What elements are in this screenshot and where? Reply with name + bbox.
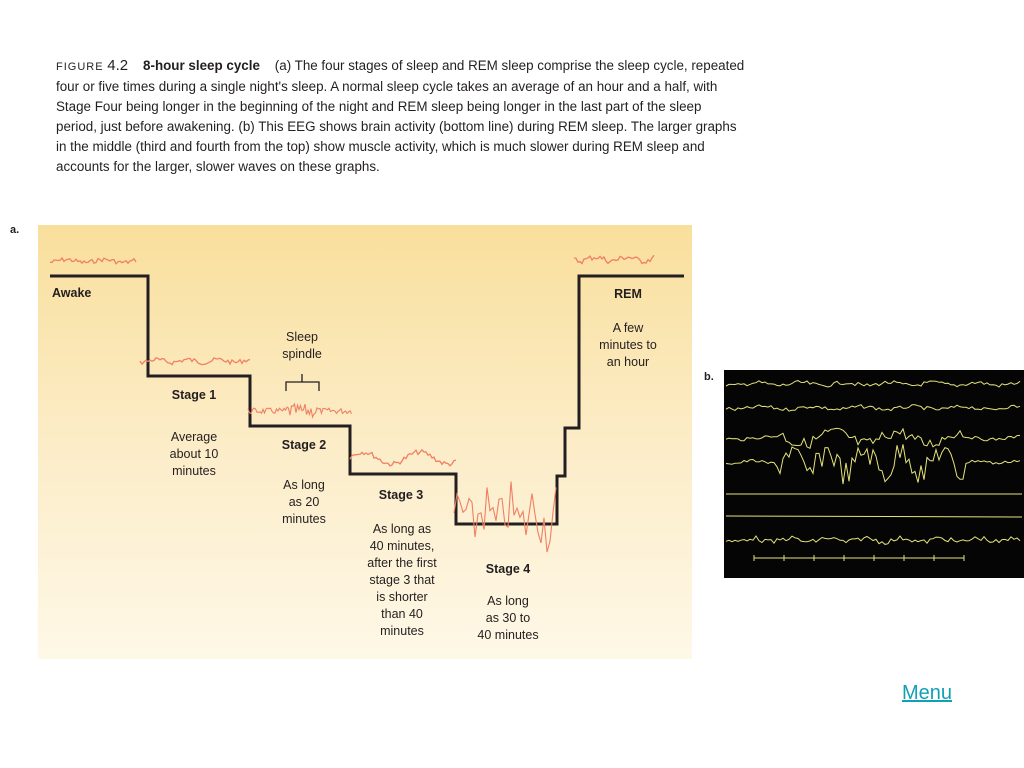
- eeg-trace-2: [726, 405, 1020, 411]
- stage-1-duration: Average about 10 minutes: [169, 430, 219, 478]
- stage-3-title: Stage 3: [378, 488, 424, 502]
- eeg-trace-4: [726, 444, 1020, 484]
- eeg-trace-1: [726, 381, 1020, 387]
- sleep-spindle-label: Sleep spindle: [282, 330, 322, 361]
- stage-3-wave: [350, 450, 456, 466]
- awake-wave: [50, 258, 136, 264]
- eeg-time-scale: [754, 555, 964, 561]
- figure-caption: [56, 56, 746, 177]
- stage-4-title: Stage 4: [485, 562, 531, 576]
- stage-1-title: Stage 1: [171, 388, 217, 402]
- rem-title: REM: [614, 287, 642, 301]
- panel-a-label: a.: [10, 224, 20, 236]
- figure-title: 8-hour sleep cycle: [143, 58, 260, 73]
- figure-number: 4.2: [107, 57, 129, 74]
- sleep-cycle-diagram: [38, 225, 692, 659]
- menu-link[interactable]: Menu: [902, 682, 953, 704]
- brainwave-traces: [50, 255, 654, 552]
- awake-label: Awake: [52, 286, 92, 300]
- eeg-recording: [724, 370, 1024, 578]
- eeg-trace-3: [726, 428, 1020, 448]
- eeg-trace-6: [726, 516, 1022, 517]
- stage-2-duration: As long as 20 minutes: [282, 478, 326, 526]
- panel-b-label: b.: [704, 371, 714, 383]
- caption-text: (a) The four stages of sleep and REM sleep comprise the sleep cycle, repeated four or five times during a single night's sleep. A normal sleep cycle takes an average of an hour and a half, with Stage Four being longer in the beginning of the night and REM sleep being longer in the last part of the sleep period, just before awakening. (b) This EEG shows brain activity (bottom line) during REM sleep. The larger graphs in the middle (third and fourth from the top) show muscle activity, which is much slower during REM sleep and accounts for the larger, slower waves on these graphs.: [56, 58, 745, 174]
- stage-2-wave: [248, 404, 352, 417]
- rem-duration: A few minutes to an hour: [599, 321, 657, 369]
- stage-2-title: Stage 2: [281, 438, 327, 452]
- figure-word: FIGURE: [56, 61, 104, 73]
- sleep-spindle-bracket: [286, 374, 319, 391]
- stage-1-wave: [140, 358, 250, 365]
- stage-4-wave: [454, 482, 556, 552]
- rem-wave: [574, 255, 654, 263]
- stage-4-duration: As long as 30 to 40 minutes: [477, 594, 539, 642]
- eeg-trace-7: [726, 536, 1020, 544]
- stage-3-duration: As long as 40 minutes, after the first stage 3 that is shorter than 40 minutes: [367, 522, 437, 638]
- eeg-graphic: [724, 370, 1024, 578]
